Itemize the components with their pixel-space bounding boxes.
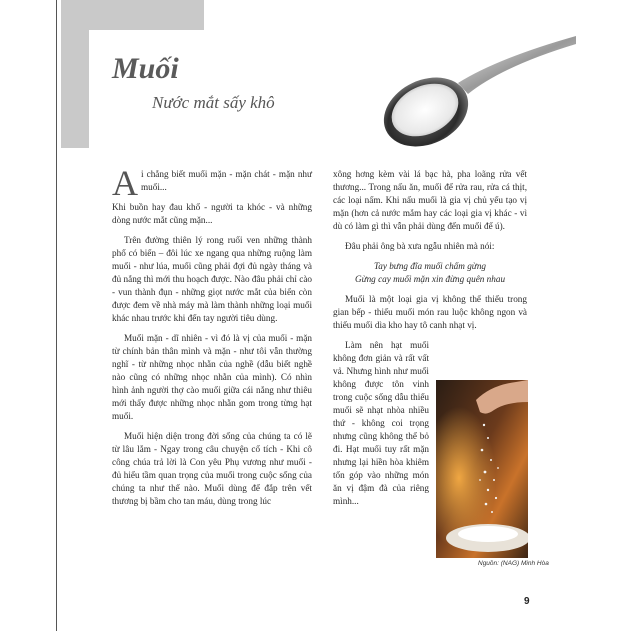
paragraph: [112, 163, 312, 203]
page-subtitle: Nước mắt sấy khô: [152, 93, 275, 112]
poem-line: Gừng cay muối mặn xin đừng quên nhau: [354, 274, 506, 284]
salt-spoon-image: [378, 28, 578, 158]
paragraph: Muối là một loại gia vị không thể thiếu trong gian bếp - thiếu muối món rau luộc không ngon và thiếu muối dìa kho hay tô canh nhạt vị.: [333, 294, 527, 330]
page-number: 9: [524, 596, 530, 607]
page-title: Muối: [112, 52, 179, 85]
decor-bar-left: [61, 30, 89, 148]
page-edge-line: [56, 0, 57, 631]
photo-credit: Nguồn: (NAG) Minh Hòa: [478, 560, 549, 567]
text-column-left: [112, 163, 312, 515]
paragraph: Đâu phải ông bà xưa ngẫu nhiên mà nói:: [345, 241, 495, 251]
paragraph: Trên đường thiên lý rong ruổi ven những thành phố có biển – đôi lúc xe ngang qua những ruộng làm muối - như lúa, muối cũng phải đợi đủ ngày tháng và đủ nắng thì mới thu hoạch được. Nào đâu phải chỉ cào - vun thành đụn - những giọt nước mắt của biển còn được đem về nhà máy mà làm thành những loại muối khác nhau trước khi đến tay người tiêu dùng.: [112, 235, 312, 323]
poem-line: Tay bưng đĩa muối chấm gừng: [373, 261, 487, 271]
poem-verse: [333, 260, 527, 286]
paragraph: xông hơng kèm vài lá bạc hà, pha loãng rửa vết thương... Trong nấu ăn, muối để rửa rau, rửa cá thịt, các loại nấm. Khi nấu muối là gia vị chủ yếu tạo vị mặn (hơn cả nước mắm hay các loại gia vị khác - vì dù có làm gì thì vẫn phải dùng đến muối để ú).: [333, 169, 527, 231]
decor-bar-top: [61, 0, 204, 30]
paragraph: Muối mặn - dĩ nhiên - vì đó là vị của muối - mặn từ chính bản thân mình và mặn - như tôi vẫn thường nghĩ - từ những nhọc nhằn của nghề (dẫu biết nghề nào cũng có những nhọc nhằn của mình). Có nhìn hình ảnh người thợ cào muối giữa cái nắng như thiêu mới thấy được những nhọc nhằn gom trong từng hạt muối.: [112, 333, 312, 421]
paragraph: Muối hiện diện trong đời sống của chúng ta có lẽ từ lâu lắm - Ngay trong câu chuyện cổ tích - Khi cô công chúa trả lời là Con yêu Phụ vương như muối - đủ hiểu tầm quan trọng của muối trong cuộc sống của chúng ta như thế nào. Muối dùng để đắp trên vết thương bị bầm cho tan máu, dùng trong lúc: [112, 431, 312, 506]
paragraph: Làm nên hạt muối không đơn giản và rất vất vả. Nhưng hình như muối không được tôn vinh trong cuộc sống dẫu thiếu muối sẽ nhạt nhòa nhiều thứ - không coi trọng nhưng cũng không thể bỏ đi. Hạt muối tuy rất mặn nhưng lại hiền hòa khiêm tốn góp vào những món ăn vị đậm đà của riêng mình...: [333, 340, 429, 506]
paragraph-text: i chẳng biết muối mặn - mặn chát - mặn như muối...: [141, 169, 312, 192]
paragraph: Khi buồn hay đau khổ - người ta khóc - và những dòng nước mắt cũng mặn...: [112, 202, 312, 225]
drop-cap: A: [112, 163, 138, 203]
salt-sprinkling-photo: [436, 380, 528, 558]
